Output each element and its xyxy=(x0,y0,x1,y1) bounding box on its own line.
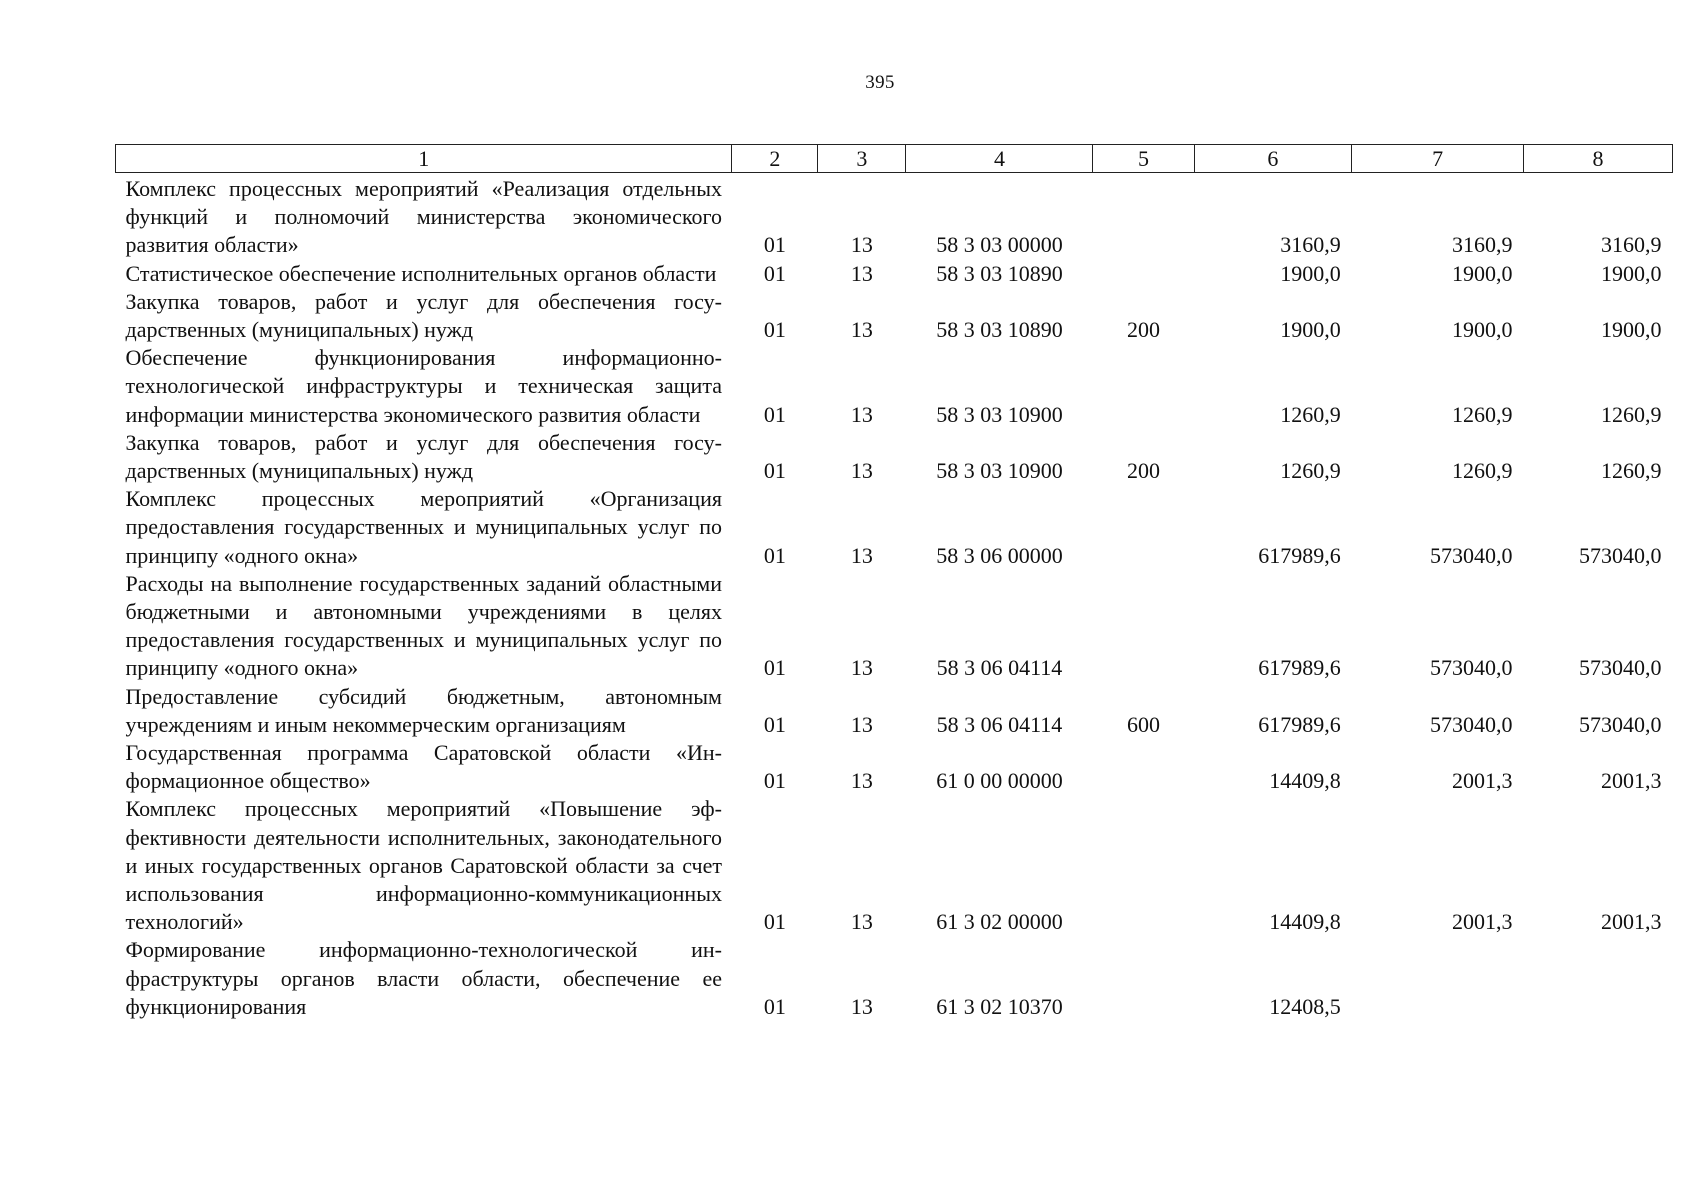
row-target-article: 58 3 06 00000 xyxy=(936,542,1063,568)
row-subsection: 13 xyxy=(850,768,873,794)
row-name: Формирование информационно-технологической инфраструктуры органов власти области, обеспечение ее функционирования xyxy=(125,937,722,1019)
row-amount-2: 2001,3 xyxy=(1451,768,1513,794)
row-name: Статистическое обеспечение исполнительных органов области xyxy=(125,260,717,286)
row-amount-1: 3160,9 xyxy=(1280,232,1341,258)
table-row xyxy=(116,173,1673,260)
row-expense-type xyxy=(1093,344,1194,429)
row-expense-type: 600 xyxy=(1126,711,1160,737)
row-expense-type: 200 xyxy=(1126,458,1160,484)
column-header-2: 2 xyxy=(732,145,818,173)
table-row xyxy=(116,429,1673,485)
row-amount-3: 573040,0 xyxy=(1579,711,1662,737)
row-section: 01 xyxy=(763,232,786,258)
row-section: 01 xyxy=(763,909,786,935)
table-header xyxy=(116,145,1673,173)
row-amount-3: 1900,0 xyxy=(1601,317,1662,343)
column-header-6: 6 xyxy=(1194,145,1352,173)
row-amount-3: 1900,0 xyxy=(1601,260,1662,286)
row-amount-2: 1260,9 xyxy=(1451,458,1513,484)
row-name: Государственная программа Саратовской области «Информационное общество» xyxy=(125,740,722,794)
row-section: 01 xyxy=(763,542,786,568)
row-expense-type xyxy=(1093,485,1194,570)
row-amount-1: 1900,0 xyxy=(1280,317,1341,343)
row-amount-2: 2001,3 xyxy=(1451,909,1513,935)
row-target-article: 58 3 03 10890 xyxy=(936,260,1063,286)
row-expense-type: 200 xyxy=(1126,317,1160,343)
page-number: 395 xyxy=(865,72,895,93)
row-name: Предоставление субсидий бюджетным, автономным учреждениям и иным некоммерческим организациям xyxy=(125,683,722,737)
row-amount-2: 1900,0 xyxy=(1451,260,1513,286)
column-header-8: 8 xyxy=(1523,145,1672,173)
row-target-article: 61 0 00 00000 xyxy=(936,768,1063,794)
row-expense-type xyxy=(1093,739,1194,795)
table-row xyxy=(116,260,1673,288)
row-amount-2: 573040,0 xyxy=(1429,711,1513,737)
row-section: 01 xyxy=(763,317,786,343)
row-expense-type xyxy=(1093,936,1194,1021)
row-amount-3: 1260,9 xyxy=(1601,458,1662,484)
row-amount-1: 617989,6 xyxy=(1258,711,1341,737)
row-subsection: 13 xyxy=(850,317,873,343)
row-amount-3: 2001,3 xyxy=(1601,909,1662,935)
row-expense-type xyxy=(1093,260,1194,288)
row-target-article: 58 3 03 00000 xyxy=(936,232,1063,258)
row-target-article: 58 3 03 10900 xyxy=(936,458,1063,484)
row-expense-type xyxy=(1093,570,1194,683)
row-subsection: 13 xyxy=(850,232,873,258)
row-amount-1: 12408,5 xyxy=(1269,993,1341,1019)
row-subsection: 13 xyxy=(850,993,873,1019)
row-subsection: 13 xyxy=(850,909,873,935)
table-row xyxy=(116,795,1673,936)
row-section: 01 xyxy=(763,260,786,286)
row-target-article: 58 3 03 10890 xyxy=(936,317,1063,343)
budget-table xyxy=(115,144,1673,1021)
row-amount-2: 573040,0 xyxy=(1429,655,1513,681)
row-amount-1: 14409,8 xyxy=(1269,768,1341,794)
column-header-7: 7 xyxy=(1352,145,1524,173)
row-amount-3 xyxy=(1523,936,1672,1021)
column-header-5: 5 xyxy=(1093,145,1194,173)
row-target-article: 58 3 06 04114 xyxy=(936,711,1063,737)
row-section: 01 xyxy=(763,458,786,484)
row-amount-1: 1260,9 xyxy=(1280,458,1341,484)
row-section: 01 xyxy=(763,655,786,681)
row-amount-1: 617989,6 xyxy=(1258,542,1341,568)
table-row xyxy=(116,570,1673,683)
row-subsection: 13 xyxy=(850,655,873,681)
column-header-3: 3 xyxy=(818,145,906,173)
row-section: 01 xyxy=(763,768,786,794)
row-amount-1: 617989,6 xyxy=(1258,655,1341,681)
row-subsection: 13 xyxy=(850,542,873,568)
row-name: Комплекс процессных мероприятий «Организация предоставления государственных и муниципальных услуг по принципу «одного окна» xyxy=(125,486,722,568)
row-amount-2: 1900,0 xyxy=(1451,317,1513,343)
row-amount-3: 573040,0 xyxy=(1579,655,1662,681)
row-section: 01 xyxy=(763,711,786,737)
row-target-article: 61 3 02 10370 xyxy=(936,993,1063,1019)
column-header-1: 1 xyxy=(116,145,732,173)
row-expense-type xyxy=(1093,173,1194,260)
row-target-article: 58 3 06 04114 xyxy=(936,655,1063,681)
row-name: Комплекс процессных мероприятий «Реализация отдельных функций и полномочий министерства экономического развития области» xyxy=(125,176,722,258)
row-subsection: 13 xyxy=(850,458,873,484)
table-row xyxy=(116,485,1673,570)
row-amount-3: 1260,9 xyxy=(1601,401,1662,427)
table-row xyxy=(116,288,1673,344)
row-amount-3: 2001,3 xyxy=(1601,768,1662,794)
row-amount-2: 3160,9 xyxy=(1451,232,1513,258)
table-row xyxy=(116,936,1673,1021)
row-amount-3: 3160,9 xyxy=(1601,232,1662,258)
row-name: Обеспечение функционирования информационно-технологической инфраструктуры и техническая защита информации министерства экономического развития области xyxy=(125,345,722,427)
row-name: Расходы на выполнение государственных заданий областными бюджетными и автономными учреждениями в целях предоставления государственных и муниципальных услуг по принципу «одного окна» xyxy=(125,570,722,681)
header-row xyxy=(116,145,1673,173)
row-amount-2 xyxy=(1352,936,1524,1021)
row-amount-1: 14409,8 xyxy=(1269,909,1341,935)
row-name: Закупка товаров, работ и услуг для обеспечения государственных (муниципальных) нужд xyxy=(125,429,722,484)
row-name: Закупка товаров, работ и услуг для обеспечения государственных (муниципальных) нужд xyxy=(125,288,722,343)
row-amount-1: 1900,0 xyxy=(1280,260,1341,286)
column-header-4: 4 xyxy=(906,145,1093,173)
row-target-article: 61 3 02 00000 xyxy=(936,909,1063,935)
row-subsection: 13 xyxy=(850,711,873,737)
row-amount-2: 573040,0 xyxy=(1429,542,1513,568)
row-section: 01 xyxy=(763,993,786,1019)
row-amount-2: 1260,9 xyxy=(1451,401,1513,427)
table-row xyxy=(116,739,1673,795)
row-target-article: 58 3 03 10900 xyxy=(936,401,1063,427)
row-subsection: 13 xyxy=(850,260,873,286)
table-row xyxy=(116,344,1673,429)
row-name: Комплекс процессных мероприятий «Повышение эффективности деятельности исполнительных, законодательного и иных государственных органов Саратовской области за счет использования информационно-коммуникационных технологий» xyxy=(125,796,722,935)
table-row xyxy=(116,683,1673,739)
table-body xyxy=(116,173,1673,1022)
row-amount-3: 573040,0 xyxy=(1579,542,1662,568)
row-subsection: 13 xyxy=(850,401,873,427)
row-expense-type xyxy=(1093,795,1194,936)
row-amount-1: 1260,9 xyxy=(1280,401,1341,427)
row-section: 01 xyxy=(763,401,786,427)
